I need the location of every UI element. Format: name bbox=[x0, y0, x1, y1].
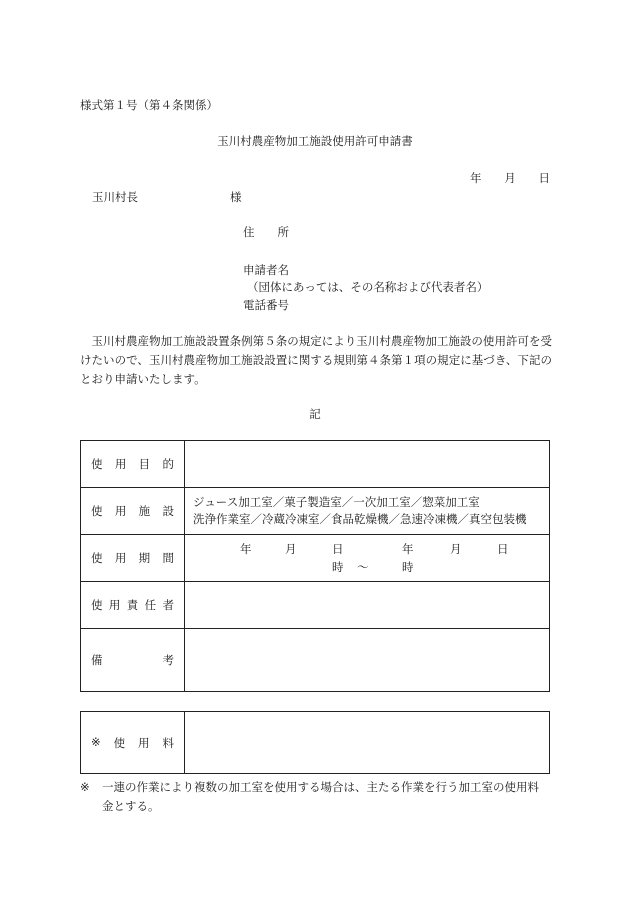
manager-value[interactable] bbox=[185, 582, 550, 629]
period-tilde: 〜 bbox=[357, 560, 369, 574]
date-day: 日 bbox=[538, 171, 550, 185]
period-end-hour: 時 bbox=[402, 560, 414, 574]
table-row-purpose bbox=[81, 441, 550, 488]
ki-heading: 記 bbox=[309, 407, 321, 421]
addressee-name: 玉川村長 bbox=[92, 190, 138, 204]
table-row-fee bbox=[81, 712, 550, 774]
footnote bbox=[80, 778, 552, 816]
footnote-line2: 金とする。 bbox=[102, 799, 160, 813]
remarks-label: 備 考 bbox=[81, 629, 185, 692]
date-month: 月 bbox=[504, 171, 516, 185]
facility-options-line2: 洗浄作業室／冷蔵冷凍室／食品乾燥機／急速冷凍機／真空包装機 bbox=[193, 512, 527, 526]
footnote-line1: 一連の作業により複数の加工室を使用する場合は、主たる作業を行う加工室の使用料 bbox=[102, 780, 539, 794]
period-label: 使 用 期 間 bbox=[81, 535, 185, 582]
table-row-remarks bbox=[81, 629, 550, 692]
applicant-name-note: （団体にあっては、その名称および代表者名） bbox=[247, 280, 489, 294]
date-year: 年 bbox=[470, 171, 482, 185]
period-start-month: 月 bbox=[285, 542, 297, 556]
period-start-day: 日 bbox=[332, 542, 344, 556]
remarks-value[interactable] bbox=[185, 629, 550, 692]
phone-label: 電話番号 bbox=[243, 298, 289, 312]
facility-label: 使 用 施 設 bbox=[81, 488, 185, 535]
period-end-month: 月 bbox=[450, 542, 462, 556]
fee-label: ※ 使 用 料 bbox=[81, 712, 185, 774]
table-row-manager bbox=[81, 582, 550, 629]
period-start-year: 年 bbox=[240, 542, 252, 556]
footnote-mark: ※ bbox=[80, 780, 90, 794]
document-title: 玉川村農産物加工施設使用許可申請書 bbox=[217, 134, 413, 148]
address-label: 住 所 bbox=[243, 225, 289, 239]
table-row-facility bbox=[81, 488, 550, 535]
purpose-value[interactable] bbox=[185, 441, 550, 488]
facility-value[interactable] bbox=[185, 488, 550, 535]
addressee-honorific: 様 bbox=[230, 190, 242, 204]
fee-value[interactable] bbox=[185, 712, 550, 774]
period-end-day: 日 bbox=[497, 542, 509, 556]
fee-table bbox=[80, 711, 550, 774]
period-start-hour: 時 bbox=[332, 560, 344, 574]
period-end-year: 年 bbox=[402, 542, 414, 556]
manager-label: 使 用 責 任 者 bbox=[81, 582, 185, 629]
applicant-name-label: 申請者名 bbox=[243, 263, 289, 277]
period-value[interactable] bbox=[185, 535, 550, 582]
purpose-label: 使 用 目 的 bbox=[81, 441, 185, 488]
facility-options-line1: ジュース加工室／菓子製造室／一次加工室／惣菜加工室 bbox=[193, 495, 480, 509]
application-table bbox=[80, 440, 550, 692]
form-number: 様式第１号（第４条関係） bbox=[80, 98, 218, 112]
addressee bbox=[92, 189, 242, 205]
table-row-period bbox=[81, 535, 550, 582]
date-line bbox=[470, 170, 550, 186]
body-text: 玉川村農産物加工施設設置条例第５条の規定により玉川村農産物加工施設の使用許可を受けたいので、玉川村農産物加工施設設置に関する規則第４条第１項の規定に基づき、下記のとおり申請いたします。 bbox=[80, 334, 552, 386]
